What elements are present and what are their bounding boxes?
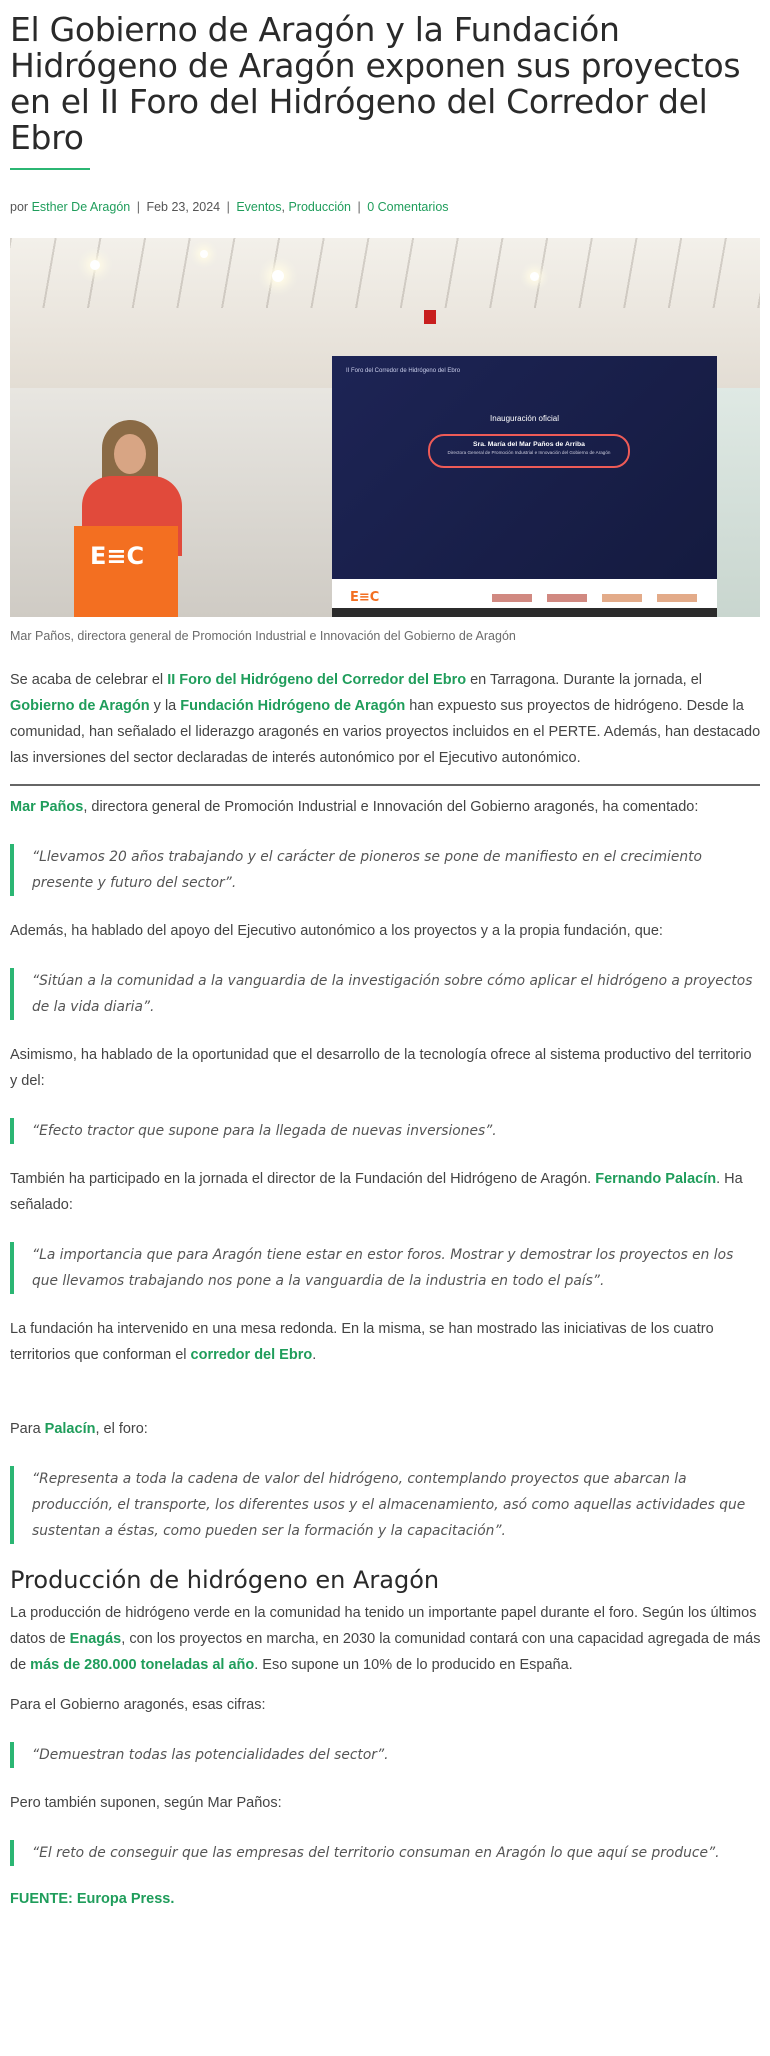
- paragraph-mar-panos: [10, 794, 762, 820]
- screen-stand: [332, 608, 717, 617]
- screen-name: Sra. María del Mar Paños de Arriba: [473, 441, 585, 448]
- source-dot: .: [170, 1891, 175, 1907]
- link-corredor-ebro[interactable]: corredor del Ebro: [190, 1347, 313, 1363]
- paragraph-apoyo: Además, ha hablado del apoyo del Ejecutivo autonómico a los proyectos y a la propia fundación, que:: [10, 923, 663, 939]
- author-link[interactable]: Esther De Aragón: [31, 200, 131, 214]
- screen-footer-logo: E≡C: [350, 590, 380, 605]
- paragraph-oportunidad: Asimismo, ha hablado de la oportunidad que el desarrollo de la tecnología ofrece al sistema productivo del territorio y del:: [10, 1047, 752, 1089]
- meta-comma: ,: [281, 200, 289, 214]
- ceiling-light: [200, 250, 208, 258]
- category-link-produccion[interactable]: Producción: [288, 200, 352, 214]
- speaker-face: [114, 434, 146, 474]
- sponsor-logo: [657, 594, 697, 602]
- paragraph-produccion: [10, 1600, 762, 1678]
- link-fernando-palacin[interactable]: Fernando Palacín: [595, 1171, 717, 1187]
- category-link-eventos[interactable]: Eventos: [236, 200, 282, 214]
- paragraph-palacin: [10, 1166, 762, 1218]
- podium: [74, 526, 178, 617]
- blockquote-7: “El reto de conseguir que las empresas del territorio consuman en Aragón lo que aquí se produce”.: [10, 1840, 762, 1866]
- text: en Tarragona. Durante la jornada, el: [466, 672, 702, 688]
- text: La producción de hidrógeno verde en la comunidad ha tenido un importante papel durante el foro. Según los últimos datos de: [10, 1605, 757, 1647]
- text: y la: [149, 698, 181, 714]
- paragraph-para-palacin: [10, 1416, 762, 1442]
- screen-header: II Foro del Corredor de Hidrógeno del Ebro: [346, 368, 461, 374]
- sponsor-logo: [492, 594, 532, 602]
- source-line: [10, 1886, 762, 1912]
- podium-logo: E≡C: [90, 542, 145, 570]
- blockquote-6: “Demuestran todas las potencialidades del sector”.: [10, 1742, 762, 1768]
- post-meta: [10, 200, 762, 214]
- link-gobierno-aragon[interactable]: Gobierno de Aragón: [10, 698, 150, 714]
- text: , directora general de Promoción Industrial e Innovación del Gobierno aragonés, ha comentado:: [83, 799, 699, 815]
- text: .: [312, 1347, 317, 1363]
- blockquote-3: “Efecto tractor que supone para la llegada de nuevas inversiones”.: [10, 1118, 762, 1144]
- link-toneladas[interactable]: más de 280.000 toneladas al año: [30, 1657, 255, 1673]
- photo-caption: Mar Paños, directora general de Promoción Industrial e Innovación del Gobierno de Aragón: [10, 629, 516, 643]
- divider: [10, 784, 760, 786]
- ceiling-light: [90, 260, 100, 270]
- link-europa-press[interactable]: Europa Press: [76, 1891, 171, 1907]
- text: También ha participado en la jornada el director de la Fundación del Hidrógeno de Aragón.: [10, 1171, 596, 1187]
- text: Se acaba de celebrar el: [10, 672, 168, 688]
- title-underline: [10, 168, 90, 170]
- text: La fundación ha intervenido en una mesa redonda. En la misma, se han mostrado las iniciativas de los cuatro territorios que conforman el: [10, 1321, 714, 1363]
- article: [10, 12, 762, 1912]
- link-enagas[interactable]: Enagás: [69, 1631, 122, 1647]
- blockquote-4: “La importancia que para Aragón tiene estar en estor foros. Mostrar y demostrar los proyectos en los que llevamos trabajando nos pone a la vanguardia de la industria en todo el país”.: [10, 1242, 762, 1294]
- link-mar-panos[interactable]: Mar Paños: [10, 799, 84, 815]
- meta-by: por: [10, 200, 29, 214]
- article-title: El Gobierno de Aragón y la Fundación Hidrógeno de Aragón exponen sus proyectos en el II Foro del Hidrógeno del Corredor del Ebro: [10, 10, 741, 157]
- text: han expuesto sus proyectos de hidrógeno. Desde la comunidad, han señalado el liderazgo aragonés en varios proyectos incluidos en el PERTE. Además, han destacado las inversiones del sector declaradas de interés autonómico por el Ejecutivo autonómico.: [10, 698, 761, 766]
- ceiling-light: [272, 270, 284, 282]
- exit-sign: [424, 310, 436, 324]
- presentation-screen: [332, 356, 717, 617]
- text: Para: [10, 1421, 45, 1437]
- text: . Eso supone un 10% de lo producido en España.: [254, 1657, 573, 1673]
- comments-link[interactable]: 0 Comentarios: [367, 200, 449, 214]
- ceiling-light: [530, 272, 539, 281]
- source-label: FUENTE:: [10, 1891, 73, 1907]
- post-date: Feb 23, 2024: [146, 200, 221, 214]
- blockquote-2: “Sitúan a la comunidad a la vanguardia de la investigación sobre cómo aplicar el hidrógeno a proyectos de la vida diaria”.: [10, 968, 762, 1020]
- paragraph-suponen: Pero también suponen, según Mar Paños:: [10, 1795, 282, 1811]
- sponsor-logo: [602, 594, 642, 602]
- text: , con los proyectos en marcha, en 2030 la comunidad contará con una capacidad agregada de más de: [10, 1631, 761, 1673]
- text: , el foro:: [95, 1421, 148, 1437]
- text: . Ha señalado:: [10, 1171, 743, 1213]
- paragraph-intro: [10, 667, 762, 771]
- featured-photo: [10, 238, 760, 617]
- screen-name-box: [428, 434, 630, 468]
- sponsor-logo: [547, 594, 587, 602]
- link-foro-hidrogeno[interactable]: II Foro del Hidrógeno del Corredor del Ebro: [167, 672, 467, 688]
- paragraph-mesa-redonda: [10, 1316, 762, 1368]
- meta-separator: |: [226, 200, 230, 214]
- section-heading: Producción de hidrógeno en Aragón: [10, 1566, 440, 1594]
- blockquote-1: “Llevamos 20 años trabajando y el carácter de pioneros se pone de manifiesto en el crecimiento presente y futuro del sector”.: [10, 844, 762, 896]
- screen-role: Directora General de Promoción Industrial e Innovación del Gobierno de Aragón: [447, 450, 611, 455]
- roof-truss: [10, 238, 760, 308]
- screen-title: Inauguración oficial: [490, 414, 559, 423]
- paragraph-cifras: Para el Gobierno aragonés, esas cifras:: [10, 1697, 266, 1713]
- link-palacin[interactable]: Palacín: [44, 1421, 96, 1437]
- link-fundacion-hidrogeno[interactable]: Fundación Hidrógeno de Aragón: [180, 698, 406, 714]
- meta-separator: |: [136, 200, 140, 214]
- meta-separator: |: [357, 200, 361, 214]
- blockquote-5: “Representa a toda la cadena de valor del hidrógeno, contemplando proyectos que abarcan la producción, el transporte, los diferentes usos y el almacenamiento, asó como aquellas actividades que sustentan a éstas, como pueden ser la formación y la capacitación”.: [10, 1466, 762, 1544]
